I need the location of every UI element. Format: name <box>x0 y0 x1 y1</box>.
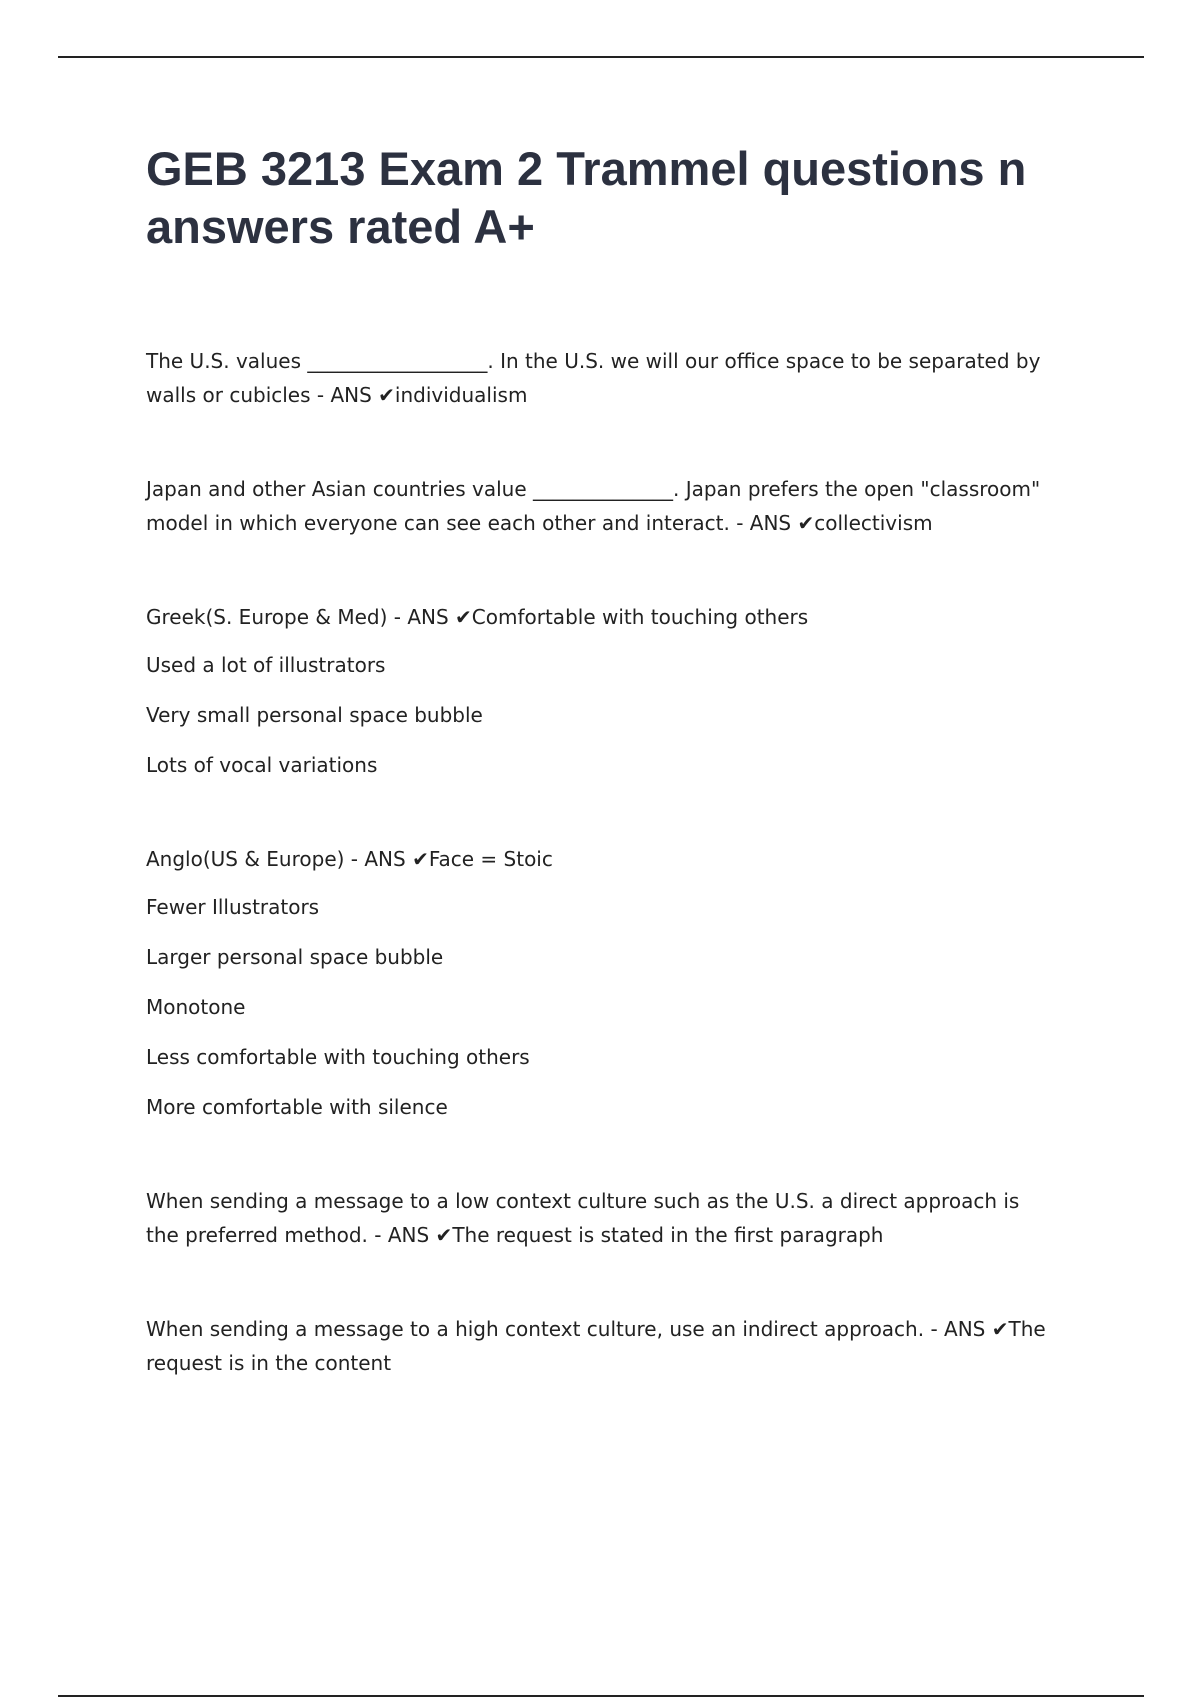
qa-question-line <box>146 1312 1051 1380</box>
answer-line: Monotone <box>146 995 246 1019</box>
qa-entry <box>146 842 1051 1124</box>
question-text: Greek(S. Europe & Med) - ANS <box>146 605 456 629</box>
checkmark-icon: ✔ <box>797 511 815 535</box>
qa-question-line <box>146 344 1051 412</box>
answer-text: individualism <box>394 383 528 407</box>
answer-line: Fewer Illustrators <box>146 895 320 919</box>
qa-entry <box>146 472 1051 540</box>
qa-entry <box>146 1184 1051 1252</box>
document-title: GEB 3213 Exam 2 Trammel questions n answers rated A+ <box>146 142 1027 253</box>
answer-text: Face = Stoic <box>428 847 553 871</box>
answer-text: Comfortable with touching others <box>471 605 809 629</box>
question-text: When sending a message to a low context culture such as the U.S. a direct approach is the preferred method. - ANS <box>146 1189 1020 1247</box>
checkmark-icon: ✔ <box>412 847 429 871</box>
page-content <box>146 140 1051 1440</box>
question-text: Japan and other Asian countries value ______________. Japan prefers the open "classroom" model in which everyone can see each other and interact. - ANS <box>146 477 1041 535</box>
top-divider <box>58 56 1144 58</box>
qa-entry <box>146 600 1051 782</box>
answer-line: Very small personal space bubble <box>146 703 483 727</box>
checkmark-icon: ✔ <box>455 605 472 629</box>
question-text: Anglo(US & Europe) - ANS <box>146 847 413 871</box>
qa-question-line <box>146 1184 1051 1252</box>
question-text: When sending a message to a high context culture, use an indirect approach. - ANS <box>146 1317 992 1341</box>
qa-question-line <box>146 600 1051 634</box>
checkmark-icon: ✔ <box>991 1317 1009 1341</box>
checkmark-icon: ✔ <box>378 383 395 407</box>
answer-text: The request is in the content <box>146 1317 1046 1375</box>
answer-text: collectivism <box>814 511 933 535</box>
answer-line: Less comfortable with touching others <box>146 1045 530 1069</box>
qa-question-line <box>146 472 1051 540</box>
qa-entry <box>146 344 1051 412</box>
qa-list <box>146 344 1051 1380</box>
question-text: The U.S. values __________________. In the U.S. we will our office space to be separated by walls or cubicles - ANS <box>146 349 1041 407</box>
qa-entry <box>146 1312 1051 1380</box>
answer-line: Lots of vocal variations <box>146 753 378 777</box>
answer-line: More comfortable with silence <box>146 1095 448 1119</box>
checkmark-icon: ✔ <box>435 1223 453 1247</box>
bottom-divider <box>58 1695 1144 1697</box>
answer-line: Larger personal space bubble <box>146 945 444 969</box>
qa-question-line <box>146 842 1051 876</box>
answer-text: The request is stated in the first paragraph <box>452 1223 884 1247</box>
answer-line: Used a lot of illustrators <box>146 653 386 677</box>
